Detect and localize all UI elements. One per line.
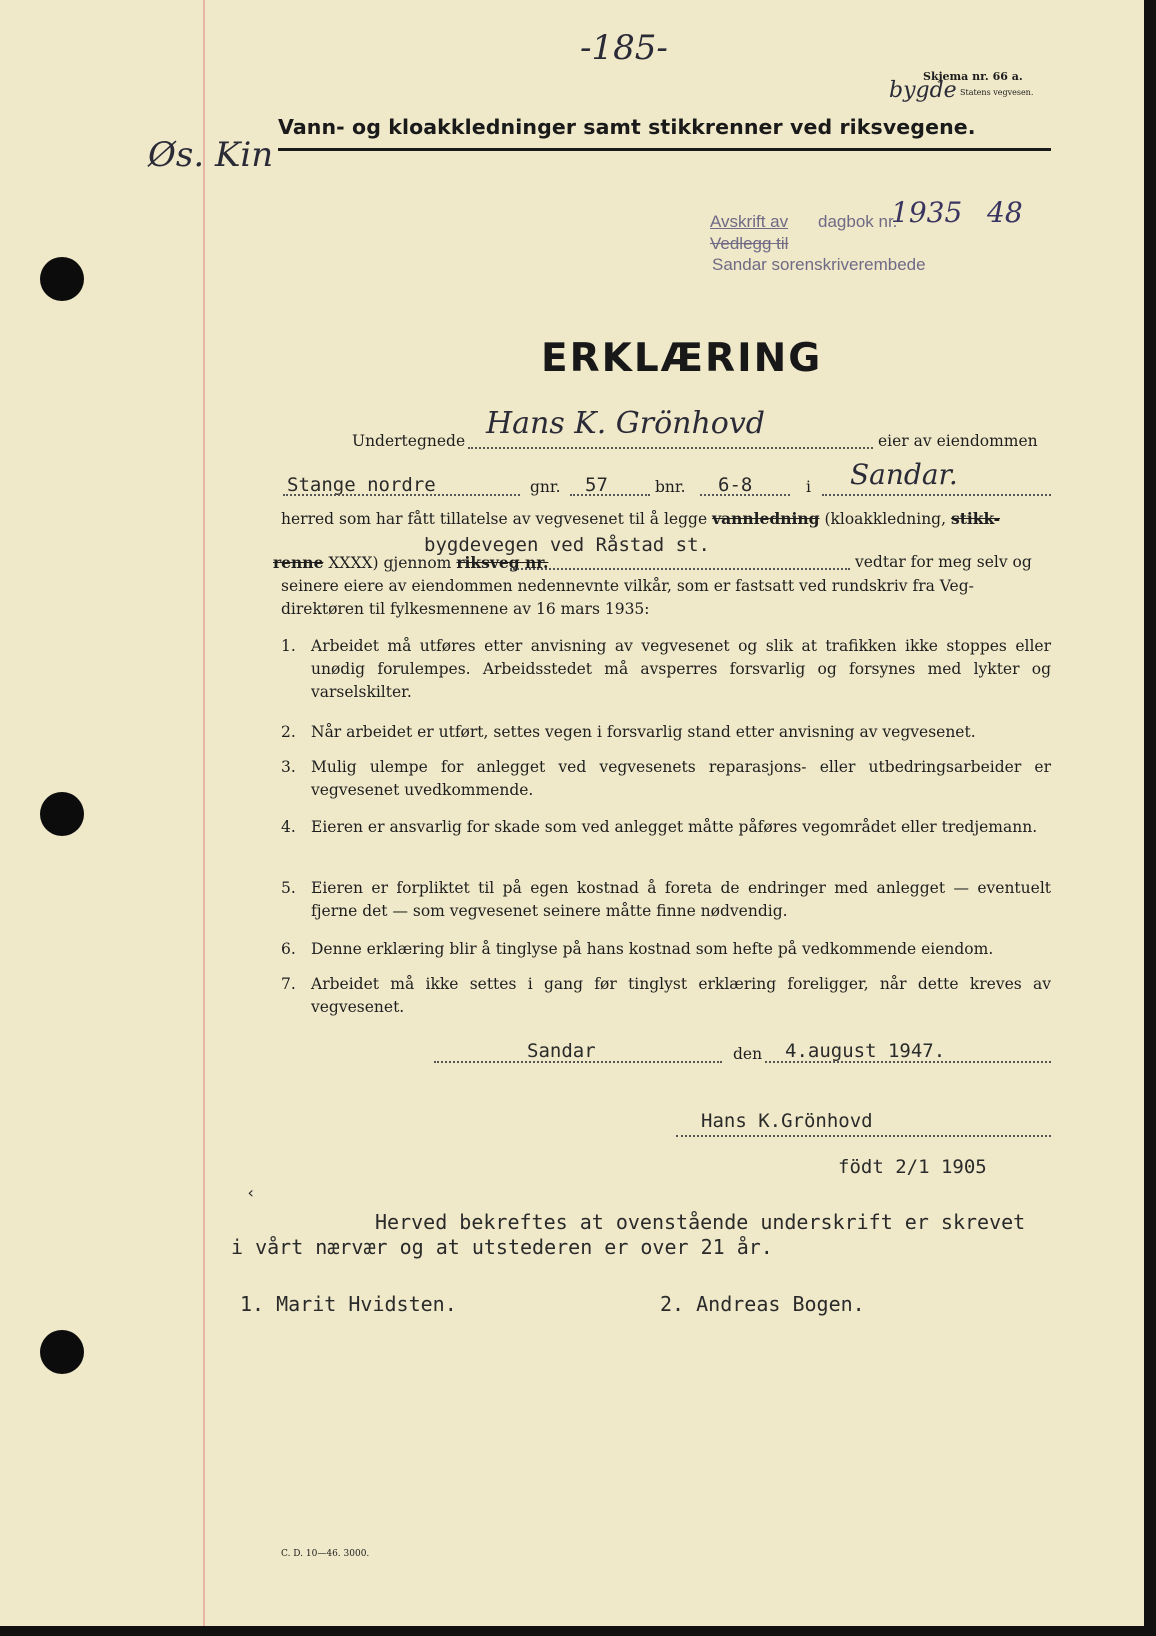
dotted-line (700, 493, 790, 496)
condition-number: 5. (281, 879, 296, 897)
stamp-office: Sandar sorenskriverembede (712, 255, 926, 274)
owner-label: eier av eiendommen (878, 432, 1038, 450)
stamp-line: Avskrift av (710, 212, 789, 231)
bnr-label: bnr. (655, 478, 686, 496)
dotted-line (468, 446, 873, 449)
condition-text: Mulig ulempe for anlegget ved vegvesenets reparasjons- eller utbedringsarbeider er vegvesenet uvedkommende. (311, 758, 1051, 799)
condition-item (281, 816, 1051, 862)
road-name-typed: bygdevegen ved Råstad st. (424, 534, 710, 556)
dotted-line (822, 493, 1051, 496)
body-line: seinere eiere av eiendommen nedennevnte vilkår, som er fastsatt ved rundskriv fra Veg- (281, 577, 974, 595)
dotted-line (510, 567, 850, 570)
stamp-number: 1935 (891, 196, 963, 229)
permit-text (281, 509, 1000, 528)
sign-date: 4.august 1947. (785, 1040, 946, 1062)
body-line: direktøren til fylkesmennene av 16 mars 1935: (281, 600, 650, 618)
condition-text: Eieren er forpliktet til på egen kostnad å foreta de endringer med anlegget — eventuelt fjerne det — som vegvesenet seinere måtte finne nødvendig. (311, 879, 1051, 920)
condition-text: Eieren er ansvarlig for skade som ved anlegget måtte påføres vegområdet eller tredjemann. (311, 818, 1038, 836)
gnr-label: gnr. (530, 478, 561, 496)
stamp-year: 48 (987, 196, 1023, 229)
condition-item (281, 756, 1051, 802)
form-code: Skjema nr. 66 a. (923, 70, 1023, 83)
condition-item (281, 721, 1051, 745)
stamp-line: Vedlegg til (710, 234, 789, 253)
sign-place: Sandar (527, 1040, 596, 1062)
condition-text: Arbeidet må ikke settes i gang før tinglyst erklæring foreligger, når dette kreves av vegvesenet. (311, 975, 1051, 1016)
scan-edge (0, 1626, 1156, 1636)
margin-rule (203, 0, 205, 1636)
condition-item (281, 635, 1051, 705)
struck-word: stikk- (950, 509, 1001, 528)
punch-hole (40, 1330, 84, 1374)
municipality-handwritten: Sandar. (850, 458, 958, 491)
condition-text: Arbeidet må utføres etter anvisning av vegvesenet og slik at trafikken ikke stoppes eller unødig forulempes. Arbeidsstedet må avsperres forsvarlig og forsynes med lykter og varselskilter. (311, 637, 1051, 701)
condition-item (281, 938, 1051, 962)
condition-text: Denne erklæring blir å tinglyse på hans kostnad som hefte på vedkommende eiendom. (311, 940, 994, 958)
condition-number: 7. (281, 975, 296, 993)
condition-number: 1. (281, 637, 296, 655)
document-title: ERKLÆRING (541, 336, 823, 381)
stamp-dagbok-label: dagbok nr. (818, 212, 898, 231)
witness-1: 1. Marit Hvidsten. (240, 1292, 457, 1316)
property-name: Stange nordre (287, 474, 436, 496)
condition-number: 4. (281, 818, 296, 836)
signer-born: födt 2/1 1905 (838, 1156, 987, 1178)
gnr-value: 57 (585, 474, 608, 496)
title-rule (278, 148, 1051, 151)
struck-word: renne (273, 553, 324, 572)
margin-initials: Øs. Kin (148, 135, 274, 175)
condition-item (281, 973, 1051, 1019)
condition-item (281, 877, 1051, 923)
punch-hole (40, 792, 84, 836)
bnr-value: 6-8 (718, 474, 753, 496)
page-number: -185- (580, 28, 668, 68)
through-text (273, 553, 548, 572)
signer-name: Hans K.Grönhovd (701, 1110, 873, 1132)
through-label: XXXX) gjennom (328, 554, 452, 572)
scan-edge (1144, 0, 1156, 1636)
permit-text-start: herred som har fått tillatelse av vegvesenet til å legge (281, 510, 708, 528)
attestation-line: Herved bekreftes at ovenstående underskrift er skrevet (375, 1210, 1026, 1234)
attestation-line: i vårt nærvær og at utstederen er over 21 år. (231, 1235, 773, 1259)
undersigned-signature: Hans K. Grönhovd (486, 406, 766, 441)
punch-hole (40, 257, 84, 301)
agrees-text: vedtar for meg selv og (855, 553, 1032, 571)
condition-number: 2. (281, 723, 296, 741)
struck-word: riksveg nr. (456, 553, 549, 572)
dotted-line (570, 493, 650, 496)
date-label: den (733, 1045, 763, 1063)
permit-text-end: (kloakkledning, (824, 510, 947, 528)
condition-number: 6. (281, 940, 296, 958)
dotted-line (283, 493, 520, 496)
form-title: Vann- og kloakkledninger samt stikkrenner ved riksvegene. (278, 115, 976, 139)
in-label: i (806, 478, 811, 496)
undersigned-label: Undertegnede (352, 432, 466, 450)
footer-code: C. D. 10—46. 3000. (281, 1549, 370, 1559)
condition-text: Når arbeidet er utført, settes vegen i forsvarlig stand etter anvisning av vegvesenet. (311, 723, 976, 741)
dotted-line (676, 1134, 1051, 1137)
attestation-mark: ‹ (246, 1183, 256, 1202)
struck-word: vannledning (712, 509, 820, 528)
witness-2: 2. Andreas Bogen. (660, 1292, 865, 1316)
agency-name: Statens vegvesen. (960, 88, 1034, 97)
condition-number: 3. (281, 758, 296, 776)
handwritten-insert: bygde (889, 78, 957, 103)
